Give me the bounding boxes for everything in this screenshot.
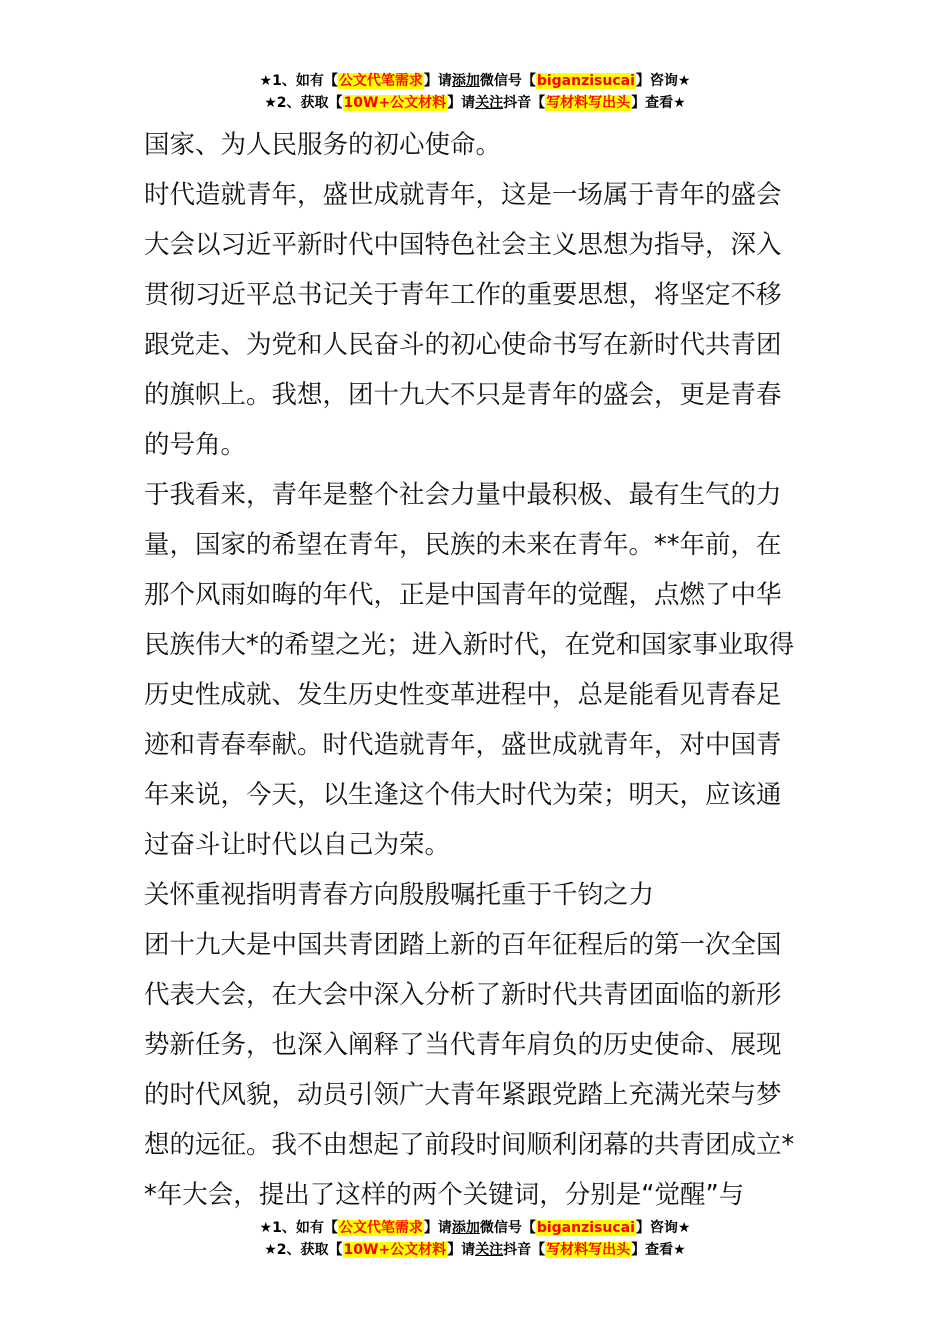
body-line: 那个风雨如晦的年代，正是中国青年的觉醒，点燃了中华 [144, 580, 782, 610]
body-line: 贯彻习近平总书记关于青年工作的重要思想，将坚定不移 [144, 280, 782, 310]
banner-highlight-douyin: 写材料写出头 [546, 95, 631, 111]
banner-text: ★2、获取【 [264, 95, 343, 111]
body-line: 的旗帜上。我想，团十九大不只是青年的盛会，更是青春 [144, 380, 782, 410]
banner-highlight: 10W+公文材料 [343, 95, 447, 111]
body-line: 年来说，今天，以生逢这个伟大时代为荣；明天，应该通 [144, 780, 782, 810]
banner-line-2 [0, 92, 950, 114]
banner-underline: 添加 [451, 73, 480, 89]
banner-highlight: 10W+公文材料 [343, 1242, 447, 1258]
banner-highlight: 公文代笔需求 [338, 73, 423, 89]
body-line: 国家、为人民服务的初心使命。 [144, 130, 502, 160]
banner-text: 】请 [447, 95, 476, 111]
banner-text: 】请 [447, 1242, 476, 1258]
banner-text: 微信号【 [479, 73, 536, 89]
body-line: 代表大会，在大会中深入分析了新时代共青团面临的新形 [144, 980, 782, 1010]
body-line: 团十九大是中国共青团踏上新的百年征程后的第一次全国 [144, 930, 782, 960]
banner-text: 】查看★ [631, 95, 686, 111]
banner-text: ★1、如有【 [259, 1220, 338, 1236]
banner-text: 】咨询★ [635, 73, 691, 89]
banner-text: ★1、如有【 [259, 73, 338, 89]
banner-line-1 [0, 70, 950, 92]
body-line: 量，国家的希望在青年，民族的未来在青年。**年前，在 [144, 530, 782, 560]
document-body [144, 120, 812, 1220]
body-line: 势新任务，也深入阐释了当代青年肩负的历史使命、展现 [144, 1030, 782, 1060]
banner-text: 】请 [423, 1220, 452, 1236]
banner-text: 】查看★ [631, 1242, 686, 1258]
body-line: 民族伟大*的希望之光；进入新时代，在党和国家事业取得 [144, 630, 795, 660]
banner-highlight: 公文代笔需求 [338, 1220, 423, 1236]
banner-line-2 [0, 1239, 950, 1261]
banner-text: 抖音【 [503, 1242, 546, 1258]
body-line: 历史性成就、发生历史性变革进程中，总是能看见青春足 [144, 680, 782, 710]
banner-text: 】咨询★ [635, 1220, 691, 1236]
body-line: 想的远征。我不由想起了前段时间顺利闭幕的共青团成立* [144, 1130, 795, 1160]
body-line: *年大会，提出了这样的两个关键词，分别是“觉醒”与 [144, 1180, 745, 1210]
body-line: 过奋斗让时代以自己为荣。 [144, 830, 451, 860]
body-line: 的时代风貌，动员引领广大青年紧跟党踏上充满光荣与梦 [144, 1080, 782, 1110]
body-line: 大会以习近平新时代中国特色社会主义思想为指导，深入 [144, 230, 782, 260]
banner-underline: 关注 [475, 95, 504, 111]
banner-highlight-wechat: biganzisucai [536, 1220, 635, 1236]
banner-highlight-wechat: biganzisucai [536, 73, 635, 89]
body-line: 的号角。 [144, 430, 247, 460]
footer-banner [0, 1217, 950, 1261]
body-line: 迹和青春奉献。时代造就青年，盛世成就青年，对中国青 [144, 730, 782, 760]
banner-underline: 添加 [451, 1220, 480, 1236]
banner-text: 抖音【 [503, 95, 546, 111]
banner-highlight-douyin: 写材料写出头 [546, 1242, 631, 1258]
section-heading: 关怀重视指明青春方向殷殷嘱托重于千钧之力 [144, 880, 655, 910]
banner-underline: 关注 [475, 1242, 504, 1258]
body-line: 于我看来，青年是整个社会力量中最积极、最有生气的力 [144, 480, 782, 510]
header-banner [0, 70, 950, 114]
body-line: 时代造就青年，盛世成就青年，这是一场属于青年的盛会 [144, 180, 782, 210]
banner-text: 微信号【 [479, 1220, 536, 1236]
banner-text: 】请 [423, 73, 452, 89]
banner-text: ★2、获取【 [264, 1242, 343, 1258]
body-line: 跟党走、为党和人民奋斗的初心使命书写在新时代共青团 [144, 330, 782, 360]
banner-line-1 [0, 1217, 950, 1239]
